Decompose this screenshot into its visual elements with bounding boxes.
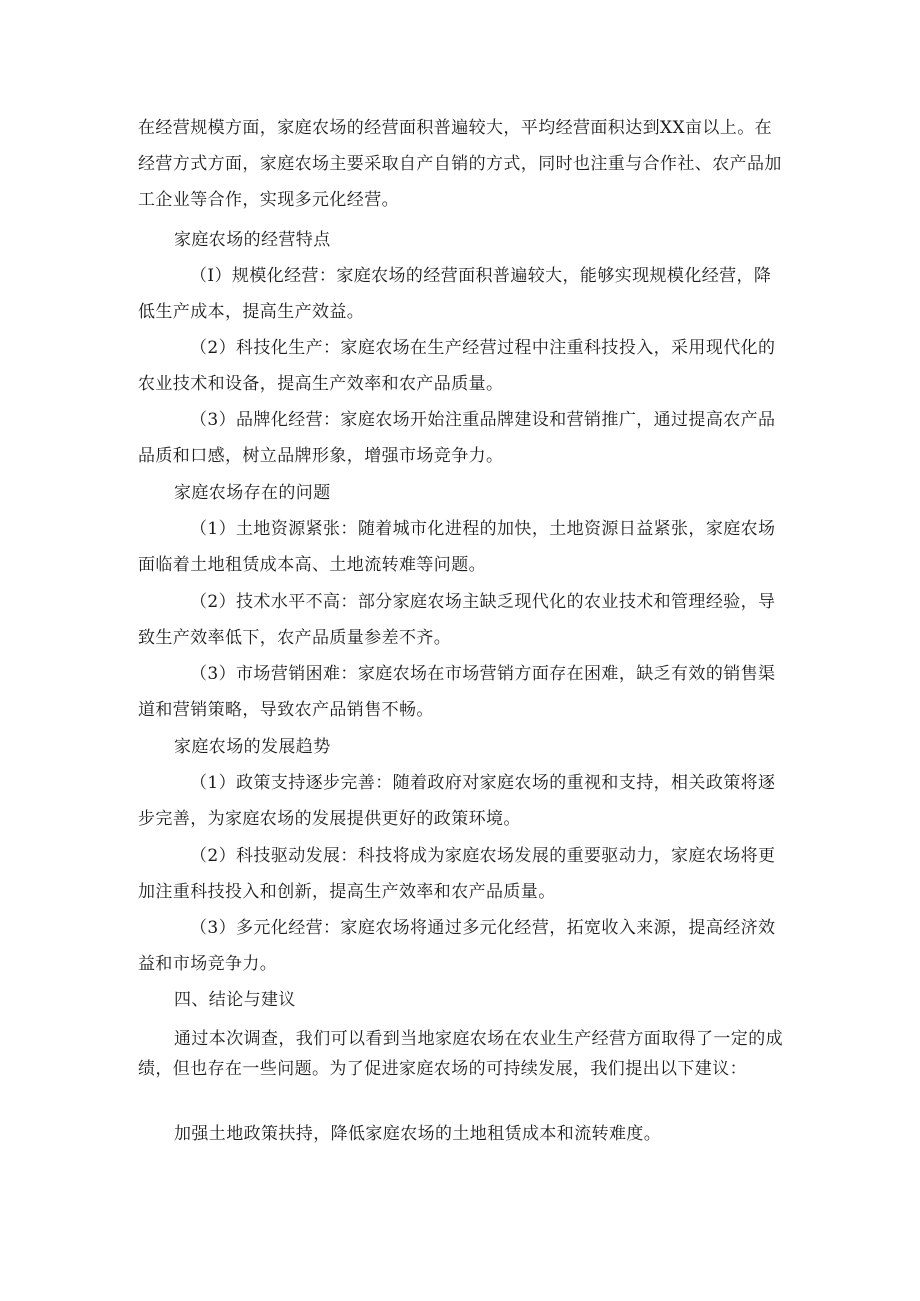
section-heading-problems: 家庭农场存在的问题: [174, 483, 331, 503]
list-item-land: （1）土地资源紧张：随着城市化进程的加快，土地资源日益紧张，家庭农场面临着土地租赁成本高、土地流转难等问题。: [138, 519, 776, 575]
list-item-policy: （1）政策支持逐步完善：随着政府对家庭农场的重视和支持，相关政策将逐步完善，为家庭农场的发展提供更好的政策环境。: [138, 773, 776, 829]
list-item-skill: （2）技术水平不高：部分家庭农场主缺乏现代化的农业技术和管理经验，导致生产效率低下，农产品质量参差不齐。: [138, 592, 776, 648]
list-item-brand: （3）品牌化经营：家庭农场开始注重品牌建设和营销推广，通过提高农产品品质和口感，树立品牌形象，增强市场竞争力。: [138, 410, 776, 466]
list-item-diversify: （3）多元化经营：家庭农场将通过多元化经营，拓宽收入来源，提高经济效益和市场竞争力。: [138, 918, 776, 974]
list-item-marketing: （3）市场营销困难：家庭农场在市场营销方面存在困难，缺乏有效的销售渠道和营销策略，导致农产品销售不畅。: [138, 664, 776, 720]
section-heading-features: 家庭农场的经营特点: [174, 230, 331, 250]
paragraph-scale-and-mode: 在经营规模方面，家庭农场的经营面积普遍较大，平均经营面积达到XX亩以上。在经营方式方面，家庭农场主要采取自产自销的方式，同时也注重与合作社、农产品加工企业等合作，实现多元化经营。: [138, 118, 782, 210]
list-item-scale: （I）规模化经营：家庭农场的经营面积普遍较大，能够实现规模化经营，降低生产成本，提高生产效益。: [138, 266, 772, 322]
list-item-tech-drive: （2）科技驱动发展：科技将成为家庭农场发展的重要驱动力，家庭农场将更加注重科技投入和创新，提高生产效率和农产品质量。: [138, 846, 776, 902]
paragraph-suggestion-land: 加强土地政策扶持，降低家庭农场的土地租赁成本和流转难度。: [174, 1124, 662, 1144]
section-heading-conclusion: 四、结论与建议: [174, 990, 296, 1010]
paragraph-conclusion: 通过本次调查，我们可以看到当地家庭农场在农业生产经营方面取得了一定的成绩，但也存在一些问题。为了促进家庭农场的可持续发展，我们提出以下建议：: [138, 1029, 783, 1079]
list-item-technology: （2）科技化生产：家庭农场在生产经营过程中注重科技投入，采用现代化的农业技术和设备，提高生产效率和农产品质量。: [138, 338, 776, 394]
section-heading-trends: 家庭农场的发展趋势: [174, 737, 331, 757]
